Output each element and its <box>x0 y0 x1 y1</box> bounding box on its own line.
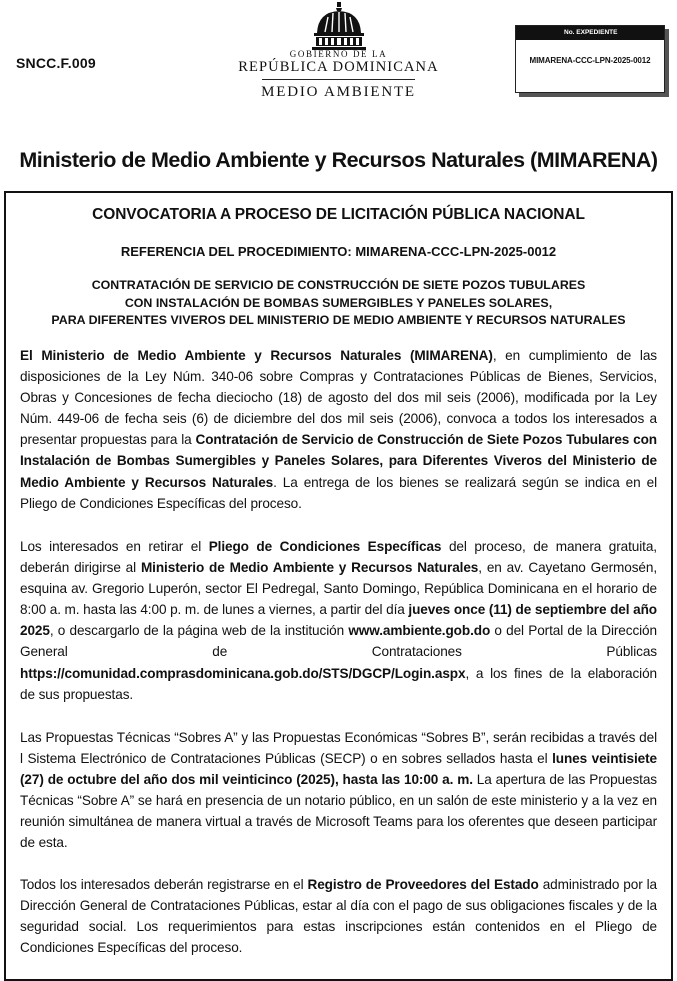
body-text: , a los fines de la elaboración de sus propuestas. <box>20 665 657 702</box>
bold-text: El Ministerio de Medio Ambiente y Recursos Naturales (MIMARENA) <box>20 348 493 363</box>
gov-line2: REPÚBLICA DOMINICANA <box>238 59 439 75</box>
subject-line: CONTRATACIÓN DE SERVICIO DE CONSTRUCCIÓN DE SIETE POZOS TUBULARES <box>91 278 586 292</box>
body-text: administrado por la Dirección General de Contrataciones Públicas, estar al día con el pago de sus obligaciones fiscales y de la seguridad social. Los requerimientos para estas inscripciones están contenidos en el Pliego de Condiciones Específicas del proceso. <box>20 877 658 956</box>
body-text: o del Portal de la Dirección General de Contrataciones Públicas <box>20 623 657 660</box>
subject-line: PARA DIFERENTES VIVEROS DEL MINISTERIO DE MEDIO AMBIENTE Y RECURSOS NATURALES <box>51 313 626 327</box>
body-text: del proceso, de manera gratuita, deberán dirigirse al <box>20 539 657 576</box>
bold-text: Pliego de Condiciones Específicas <box>208 539 442 554</box>
paragraph-propuestas <box>20 727 657 854</box>
website-link[interactable]: www.ambiente.gob.do <box>348 623 491 639</box>
body-text: Todos los interesados deberán registrarse en el <box>20 877 308 892</box>
gov-line1: GOBIERNO DE LA <box>289 49 388 59</box>
expediente-box <box>515 25 665 93</box>
gov-divider <box>262 79 415 80</box>
bold-text: jueves once (11) de septiembre del año 2025 <box>20 602 657 639</box>
paragraph-pliego <box>20 536 657 705</box>
bold-text: Contratación de Servicio de Construcción de Siete Pozos Tubulares con Instalación de Bombas Sumergibles y Paneles Solares, para Diferentes Viveros del Ministerio de Medio Ambiente y Recursos Naturales <box>20 432 657 490</box>
portal-link[interactable]: https://comunidad.comprasdominicana.gob.do/STS/DGCP/Login.aspx <box>20 665 466 681</box>
procedure-subject <box>0 277 677 330</box>
body-text: , o descargarlo de la página web de la institución <box>49 623 349 639</box>
form-code: SNCC.F.009 <box>16 55 96 71</box>
subject-line: CON INSTALACIÓN DE BOMBAS SUMERGIBLES Y PANELES SOLARES, <box>124 295 553 310</box>
body-text: Los interesados en retirar el <box>20 539 209 554</box>
paragraph-convocation <box>20 345 657 514</box>
expediente-label: No. EXPEDIENTE <box>516 26 664 40</box>
paragraph-registro <box>20 874 657 958</box>
body-text: Las Propuestas Técnicas “Sobres A” y las Propuestas Económicas “Sobres B”, serán recibidas a través del l Sistema Electrónico de Contrataciones Públicas (SECP) o en sobres sellados hasta el <box>20 730 657 767</box>
ministry-title: Ministerio de Medio Ambiente y Recursos Naturales (MIMARENA) <box>19 148 658 172</box>
body-text: , en av. Cayetano Germosén, esquina av. Gregorio Luperón, sector El Pedregal, Santo Domingo, República Dominicana en el horario de 8:00 a. m. hasta las 4:00 p. m. de lunes a viernes, a partir del día <box>20 560 657 618</box>
expediente-value: MIMARENA-CCC-LPN-2025-0012 <box>529 56 651 65</box>
bold-text: lunes veintisiete (27) de octubre del año dos mil veinticinco (2025), hasta las 10:00 a. m. <box>20 751 657 788</box>
bold-text: Registro de Proveedores del Estado <box>307 877 539 892</box>
notice-title: CONVOCATORIA A PROCESO DE LICITACIÓN PÚBLICA NACIONAL <box>92 206 585 223</box>
gov-line3: MEDIO AMBIENTE <box>261 84 416 100</box>
procedure-reference: REFERENCIA DEL PROCEDIMIENTO: MIMARENA-CCC-LPN-2025-0012 <box>120 244 557 259</box>
body-text: , en cumplimiento de las disposiciones de la Ley Núm. 340-06 sobre Compras y Contrataciones Públicas de Bienes, Servicios, Obras y Concesiones de fecha dieciocho (18) de agosto del dos mil seis (2006), modificada por la Ley Núm. 449-06 de fecha seis (6) de diciembre del dos mil seis (2006), convoca a todos los interesados a presentar propuestas para la <box>20 348 657 448</box>
bold-text: Ministerio de Medio Ambiente y Recursos Naturales <box>140 560 479 576</box>
body-text: La apertura de las Propuestas Técnicas “Sobre A” se hará en presencia de un notario público, en un salón de este ministerio y a la vez en reunión simultánea de manera virtual a través de Microsoft Teams para los oferentes que deseen participar de esta. <box>20 772 657 851</box>
body-text: . La entrega de los bienes se realizará según se indica en el Pliego de Condiciones Específicas del proceso. <box>20 474 657 511</box>
dome-emblem-icon <box>300 2 378 52</box>
